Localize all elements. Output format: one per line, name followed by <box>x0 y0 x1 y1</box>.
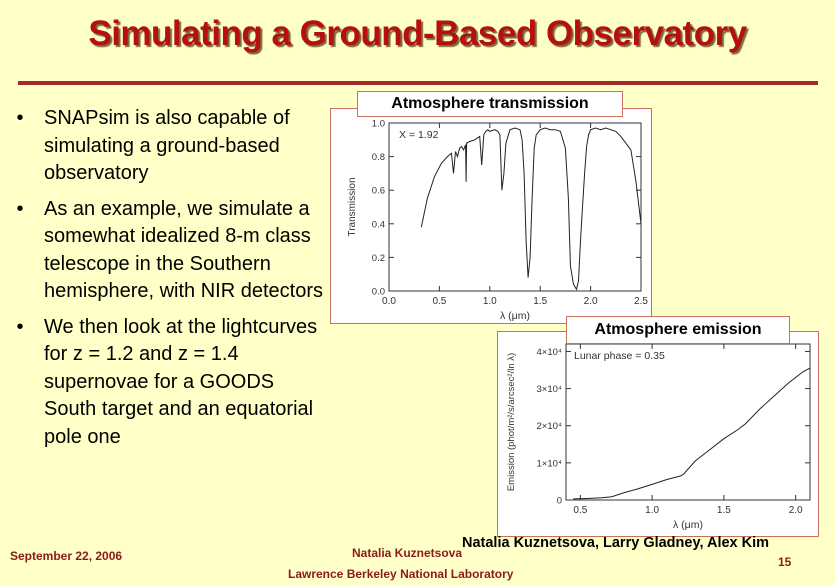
bullet-item <box>10 196 330 306</box>
x-tick-label: 0.5 <box>432 296 447 307</box>
y-tick-label: 1.0 <box>371 118 385 130</box>
footer-date: September 22, 2006 <box>10 549 123 563</box>
y-tick-label: 4×10⁴ <box>536 346 562 358</box>
emission-chart-title: Atmosphere emission <box>566 316 790 344</box>
y-tick-label: 0.8 <box>371 152 385 164</box>
transmission-chart <box>330 108 652 324</box>
y-axis-label: Transmission <box>347 177 358 237</box>
bullet-dot: • <box>16 315 24 338</box>
emission-chart <box>497 331 819 537</box>
bullet-item <box>10 105 330 188</box>
transmission-chart-title: Atmosphere transmission <box>357 91 623 117</box>
x-tick-label: 1.0 <box>645 505 660 516</box>
y-tick-label: 2×10⁴ <box>536 421 562 433</box>
bullet-text: SNAPsim is also capable of simulating a ground-based observatory <box>44 107 290 184</box>
emission-chart-svg <box>498 332 818 536</box>
y-tick-label: 0.2 <box>371 252 385 264</box>
x-tick-label: 2.5 <box>634 296 648 307</box>
x-tick-label: 2.0 <box>583 296 598 307</box>
y-tick-label: 3×10⁴ <box>536 384 562 396</box>
plot-area <box>566 344 810 500</box>
authors-line: Natalia Kuznetsova, Larry Gladney, Alex Kim <box>462 535 770 551</box>
title-divider <box>18 81 818 85</box>
x-tick-label: 1.5 <box>716 505 731 516</box>
x-tick-label: 0.5 <box>573 505 588 516</box>
y-tick-label: 0.4 <box>371 219 385 231</box>
bullet-dot: • <box>16 197 24 220</box>
y-tick-label: 1×10⁴ <box>536 458 562 470</box>
footer-lab: Lawrence Berkeley National Laboratory <box>288 567 514 581</box>
bullet-list <box>10 105 330 459</box>
x-tick-label: 1.0 <box>482 296 497 307</box>
y-tick-label: 0.0 <box>371 286 385 298</box>
series-line <box>421 128 641 289</box>
series-line <box>573 368 810 499</box>
y-tick-label: 0 <box>556 495 562 507</box>
chart-annotation: X = 1.92 <box>399 129 439 141</box>
plot-area <box>389 123 641 291</box>
x-axis-label: λ (μm) <box>673 519 703 531</box>
page-number: 15 <box>778 555 792 569</box>
bullet-item <box>10 314 330 452</box>
y-tick-label: 0.6 <box>371 185 385 197</box>
x-tick-label: 0.0 <box>382 296 396 307</box>
page-title: Simulating a Ground-Based Observatory <box>88 14 747 53</box>
bullet-text: As an example, we simulate a somewhat idealized 8-m class telescope in the Southern hemisphere, with NIR detectors <box>44 197 324 302</box>
chart-annotation: Lunar phase = 0.35 <box>574 350 665 362</box>
x-tick-label: 1.5 <box>533 296 548 307</box>
bullet-dot: • <box>16 107 24 129</box>
x-tick-label: 2.0 <box>788 505 803 516</box>
footer-author: Natalia Kuznetsova <box>352 546 463 560</box>
transmission-chart-svg <box>331 109 651 323</box>
x-axis-label: λ (μm) <box>500 310 530 322</box>
bullet-text: We then look at the lightcurves for z = 1.2 and z = 1.4 supernovae for a GOODS South target and an equatorial pole one <box>44 315 318 448</box>
y-axis-label: Emission (phot/m²/s/arcsec²/ln λ) <box>506 352 517 492</box>
